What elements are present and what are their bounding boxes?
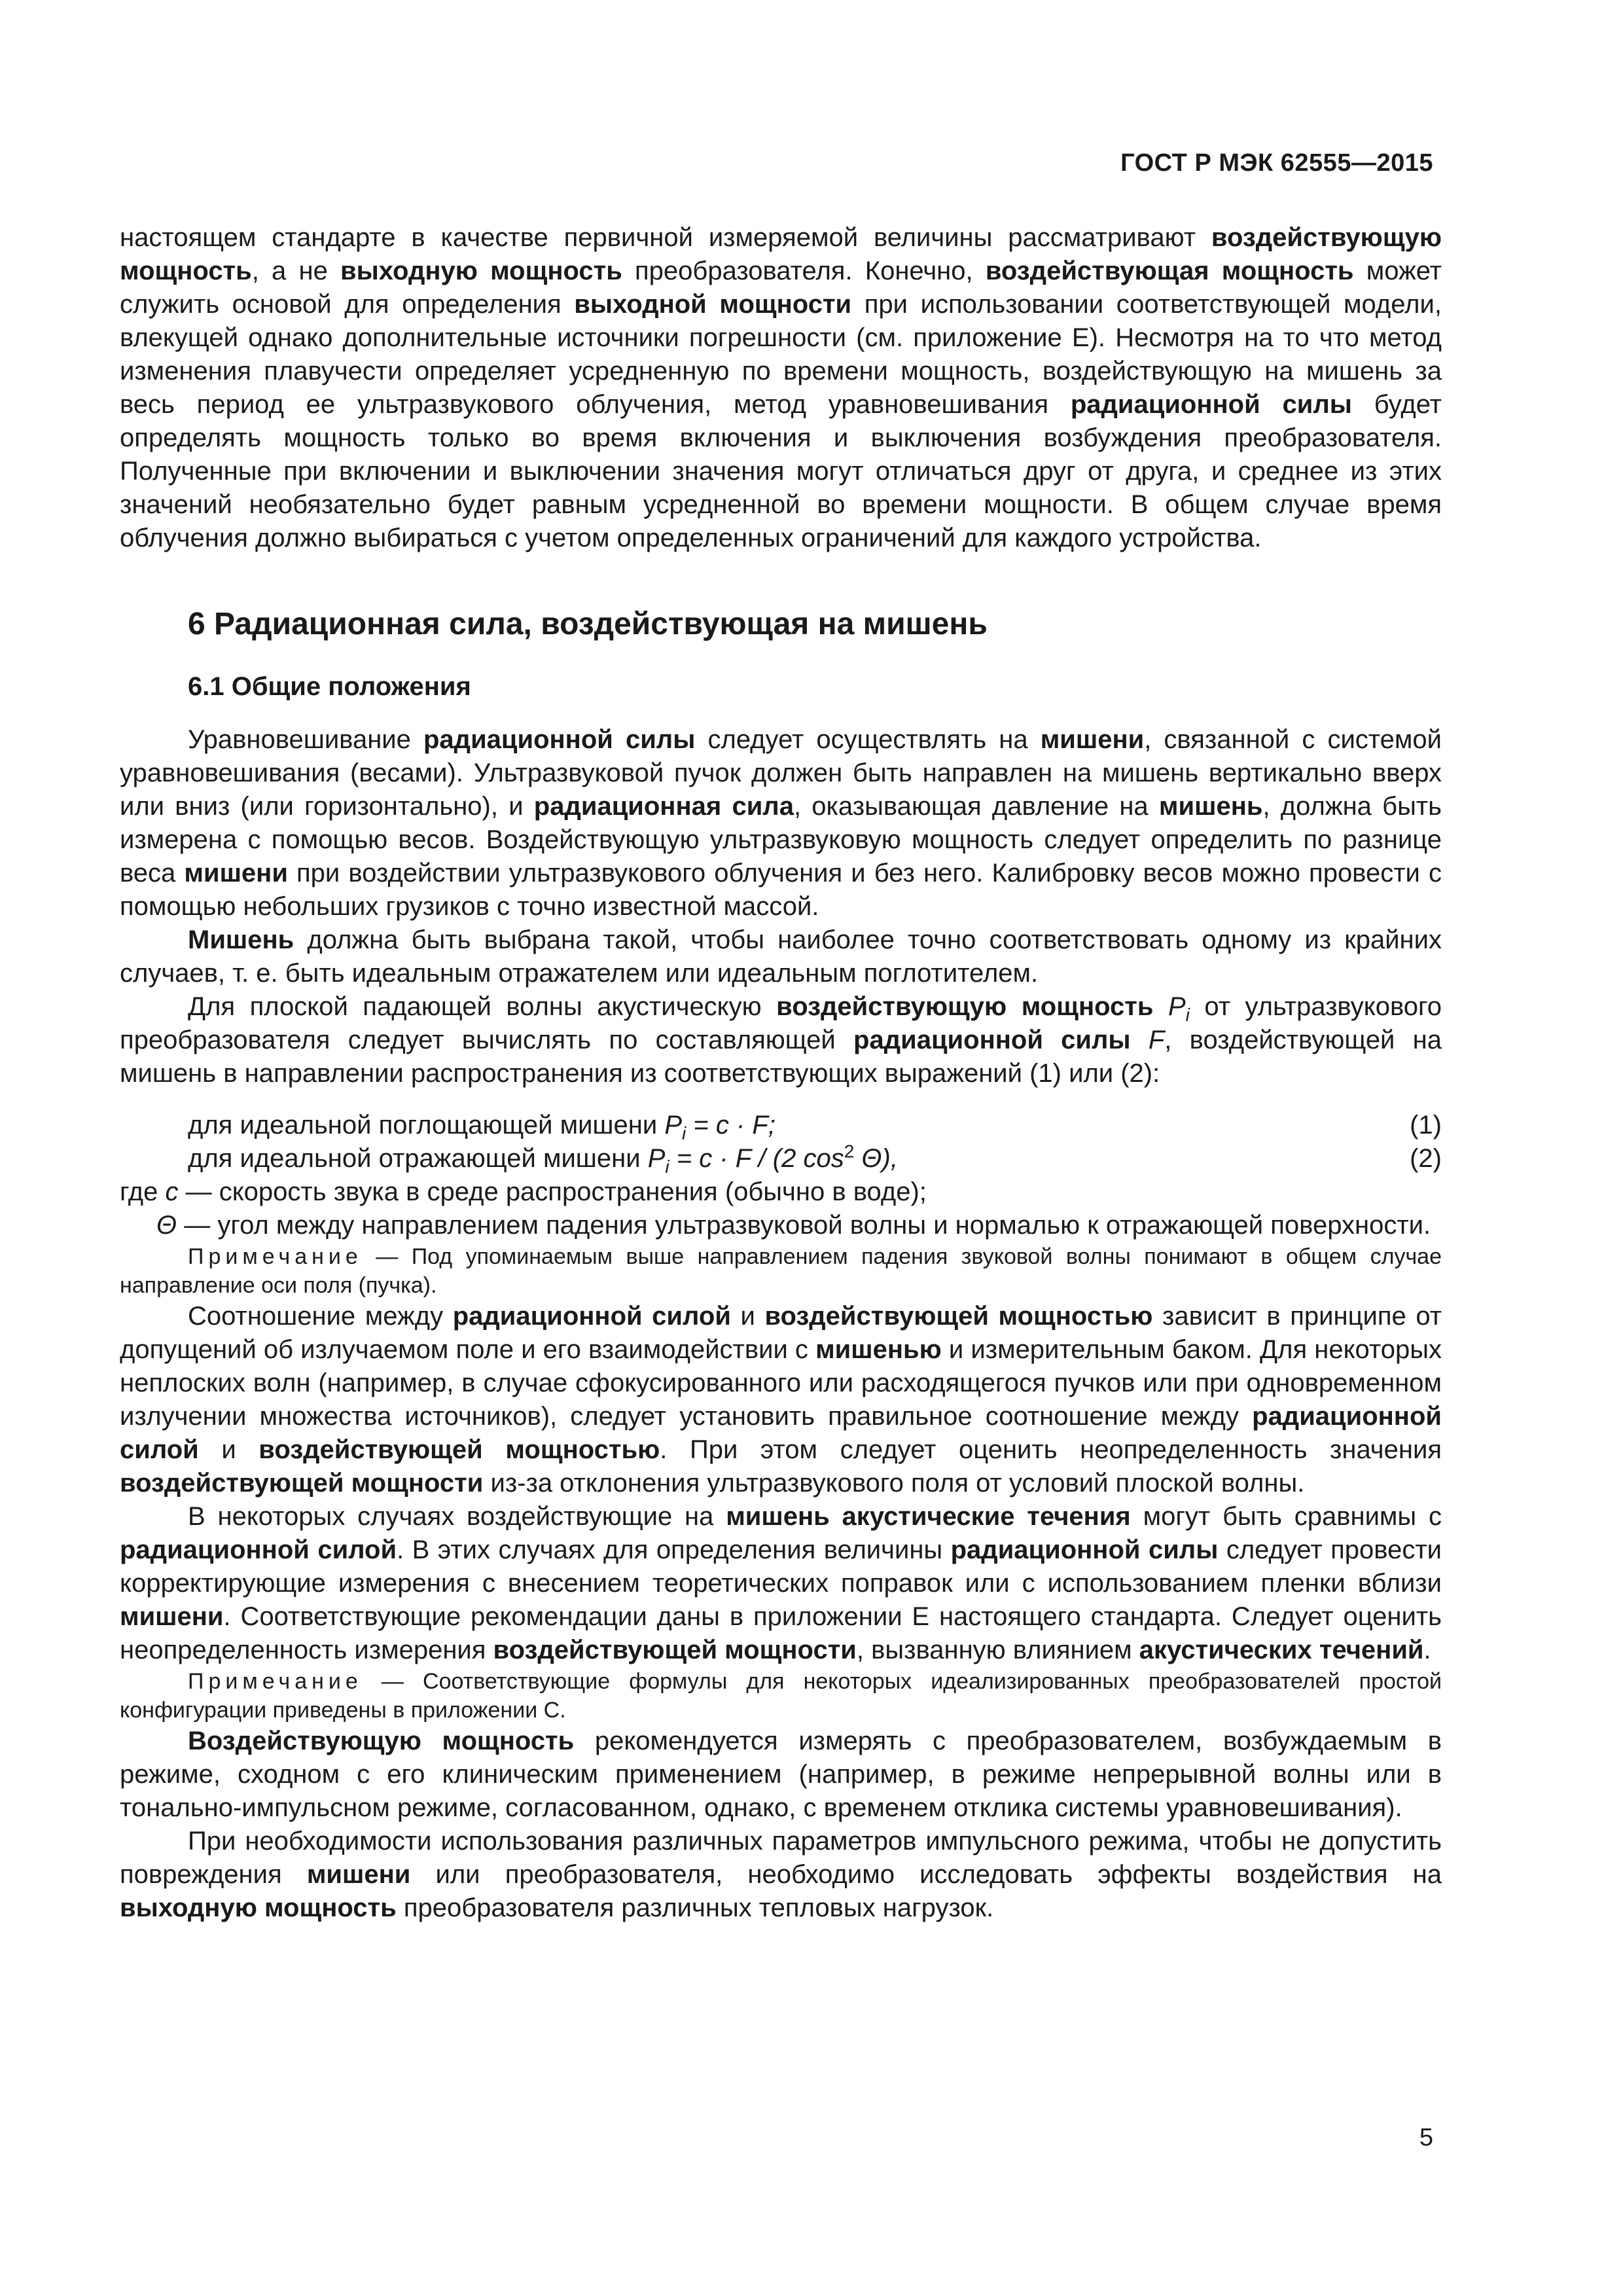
note-1: Примечание — Под упоминаемым выше направлением падения звуковой волны понимают в общем случае направление оси поля (пучка). [120, 1244, 1442, 1298]
where-c: где c — скорость звука в среде распространения (обычно в воде); [120, 1177, 927, 1206]
where-theta: Θ — угол между направлением падения ультразвуковой волны и нормалью к отражающей поверхности. [156, 1211, 1431, 1240]
paragraph-mode: Воздействующую мощность рекомендуется измерять с преобразователем, возбуждаемым в режиме, сходном с его клиническим применением (например, в режиме непрерывной волны или в тонально-импульсном режиме, согласованном, однако, с временем отклика системы уравновешивания). [120, 1727, 1442, 1822]
formula-1: для идеальной поглощающей мишени $P_i = c \cdot F$; (1) [120, 1109, 1442, 1142]
note-2: Примечание — Соответствующие формулы для некоторых идеализированных преобразователей простой конфигурации приведены в приложении С. [120, 1669, 1442, 1723]
standard-header: ГОСТ Р МЭК 62555—2015 [1120, 149, 1433, 177]
formula-1-number: (1) [1410, 1111, 1442, 1139]
page-content [120, 221, 1442, 1925]
paragraph-plane-wave: Для плоской падающей волны акустическую воздействующую мощность $P_i$ от ультразвукового преобразователя следует вычислять по составляющей радиационной силы F, воздействующей на мишень в направлении распространения из соответствующих выражений (1) или (2): [120, 992, 1442, 1088]
paragraph-relation: Соотношение между радиационной силой и воздействующей мощностью зависит в принципе от допущений об излучаемом поле и его взаимодействии с мишенью и измерительным баком. Для некоторых неплоских волн (например, в случае сфокусированного или расходящегося пучков или при одновременном излучении множества источников), следует установить правильное соотношение между радиационной силой и воздействующей мощностью. При этом следует оценить неопределенность значения воздействующей мощности из-за отклонения ультразвукового поля от условий плоской волны. [120, 1302, 1442, 1498]
paragraph-streaming: В некоторых случаях воздействующие на мишень акустические течения могут быть сравнимы с радиационной силой. В этих случаях для определения величины радиационной силы следует провести корректирующие измерения с внесением теоретических поправок или с использованием пленки вблизи мишени. Соответствующие рекомендации даны в приложении Е настоящего стандарта. Следует оценить неопределенность измерения воздействующей мощности, вызванную влиянием акустических течений. [120, 1502, 1442, 1664]
paragraph-pulse: При необходимости использования различных параметров импульсного режима, чтобы не допустить повреждения мишени или преобразователя, необходимо исследовать эффекты воздействия на выходную мощность преобразователя различных тепловых нагрузок. [120, 1827, 1442, 1922]
subsection-title: 6.1 Общие положения [188, 672, 471, 701]
paragraph-intro: настоящем стандарте в качестве первичной измеряемой величины рассматривают воздействующую мощность, а не выходную мощность преобразователя. Конечно, воздействующая мощность может служить основой для определения выходной мощности при использовании соответствующей модели, влекущей однако дополнительные источники погрешности (см. приложение Е). Несмотря на то что метод изменения плавучести определяет усредненную по времени мощность, воздействующую на мишень за весь период ее ультразвукового облучения, метод уравновешивания радиационной силы будет определять мощность только во время включения и выключения возбуждения преобразователя. Полученные при включении и выключении значения могут отличаться друг от друга, и среднее из этих значений необязательно будет равным усредненной во времени мощности. В общем случае время облучения должно выбираться с учетом определенных ограничений для каждого устройства. [120, 223, 1442, 552]
formula-2: для идеальной отражающей мишени $P_i = c \cdot F / (2$ $\cos^2 \Theta$), (2) [188, 1141, 1442, 1177]
paragraph-balancing: Уравновешивание радиационной силы следует осуществлять на мишени, связанной с системой уравновешивания (весами). Ультразвуковой пучок должен быть направлен на мишень вертикально вверх или вниз (или горизонтально), и радиационная сила, оказывающая давление на мишень, должна быть измерена с помощью весов. Воздействующую ультразвуковую мощность следует определить по разнице веса мишени при воздействии ультразвукового облучения и без него. Калибровку весов можно провести с помощью небольших грузиков с точно известной массой. [120, 725, 1442, 921]
formula-2-number: (2) [1410, 1144, 1442, 1173]
page-number: 5 [1419, 2124, 1433, 2151]
section-title: 6 Радиационная сила, воздействующая на мишень [188, 607, 988, 641]
paragraph-target: Мишень должна быть выбрана такой, чтобы наиболее точно соответствовать одному из крайних случаев, т. е. быть идеальным отражателем или идеальным поглотителем. [120, 925, 1442, 988]
